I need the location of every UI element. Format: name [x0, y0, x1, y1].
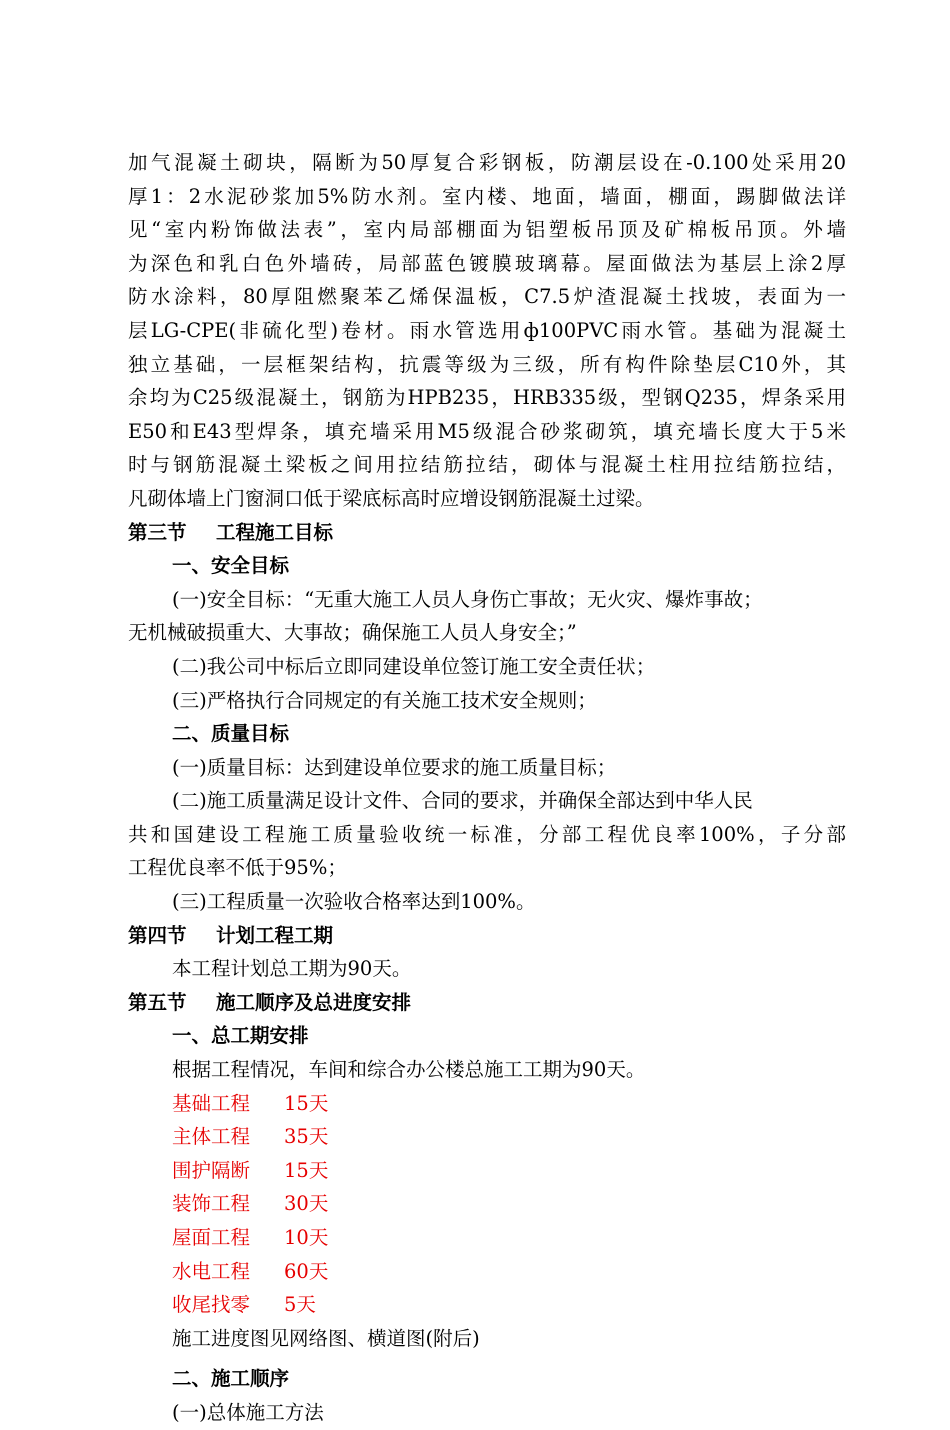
section-5-heading [128, 986, 846, 1020]
schedule-item-name: 围护隔断 [172, 1158, 251, 1182]
section-number: 第四节 [128, 923, 187, 947]
intro-line: 层LG-CPE(非硫化型)卷材。雨水管选用ф100PVC雨水管。基础为混凝土 [128, 318, 846, 342]
safety-item-2: (二)我公司中标后立即同建设单位签订施工安全责任状； [172, 654, 656, 678]
safety-item-1-line: 无机械破损重大、大事故；确保施工人员人身安全；” [128, 621, 577, 645]
section-3-heading [128, 516, 846, 550]
section-number: 第三节 [128, 520, 187, 544]
schedule-item-name: 基础工程 [172, 1091, 251, 1115]
section-title: 工程施工目标 [216, 520, 334, 544]
section-number: 第五节 [128, 990, 187, 1014]
spacer [128, 1355, 846, 1362]
safety-item-1-line: (一)安全目标：“无重大施工人员人身伤亡事故；无火灾、爆炸事故； [172, 587, 763, 611]
safety-item-1-cont [128, 616, 846, 650]
construction-order-heading: 二、施工顺序 [172, 1367, 290, 1391]
intro-line: 余均为C25级混凝土，钢筋为HPB235，HRB335级，型钢Q235，焊条采用 [128, 386, 846, 410]
schedule-item-days: 10天 [284, 1226, 329, 1249]
intro-line: 见“室内粉饰做法表”，室内局部棚面为铝塑板吊顶及矿棉板吊顶。外墙 [128, 218, 846, 242]
intro-line: E50和E43型焊条，填充墙采用M5级混合砂浆砌筑，填充墙长度大于5米 [128, 419, 846, 443]
total-period-heading: 一、总工期安排 [172, 1024, 309, 1048]
intro-line: 独立基础，一层框架结构，抗震等级为三级，所有构件除垫层C10外，其 [128, 352, 846, 376]
schedule-item-days: 60天 [284, 1259, 329, 1283]
safety-item-1 [128, 583, 846, 617]
section-title: 计划工程工期 [216, 923, 334, 947]
schedule-total-text: 本工程计划总工期为90天。 [172, 957, 412, 981]
schedule-item-name: 装饰工程 [172, 1192, 251, 1216]
schedule-item [128, 1221, 846, 1255]
quality-item-3: (三)工程质量一次验收合格率达到100%。 [172, 890, 536, 914]
intro-line: 时与钢筋混凝土梁板之间用拉结筋拉结，砌体与混凝土柱用拉结筋拉结， [128, 453, 846, 477]
chart-note: 施工进度图见网络图、横道图(附后) [172, 1326, 480, 1350]
schedule-item-days: 15天 [284, 1091, 329, 1115]
intro-paragraph [128, 146, 846, 516]
schedule-item [128, 1087, 846, 1121]
quality-item-2 [128, 784, 846, 818]
safety-item-3: (三)严格执行合同规定的有关施工技术安全规则； [172, 688, 597, 712]
schedule-item-name: 收尾找零 [172, 1293, 251, 1317]
quality-item-2-line: 工程优良率不低于95%； [128, 856, 347, 880]
schedule-item [128, 1154, 846, 1188]
quality-item-2-cont [128, 818, 846, 885]
quality-item-2-line: (二)施工质量满足设计文件、合同的要求，并确保全部达到中华人民 [172, 789, 753, 813]
schedule-item-days: 15天 [284, 1158, 329, 1182]
schedule-item [128, 1120, 846, 1154]
intro-line: 加气混凝土砌块，隔断为50厚复合彩钢板，防潮层设在-0.100处采用20 [128, 151, 846, 174]
schedule-item-name: 水电工程 [172, 1259, 251, 1283]
intro-line: 防水涂料，80厚阻燃聚苯乙烯保温板，C7.5炉渣混凝土找坡，表面为一 [128, 285, 846, 309]
schedule-item-name: 主体工程 [172, 1125, 251, 1149]
quality-heading: 二、质量目标 [172, 722, 290, 746]
overall-method-item: (一)总体施工方法 [172, 1400, 324, 1424]
section-title: 施工顺序及总进度安排 [216, 990, 412, 1014]
schedule-item-days: 35天 [284, 1125, 329, 1149]
document-body [128, 146, 846, 1430]
total-period-text: 根据工程情况，车间和综合办公楼总施工工期为90天。 [172, 1058, 646, 1082]
intro-line: 厚1：2水泥砂浆加5%防水剂。室内楼、地面，墙面，棚面，踢脚做法详 [128, 184, 846, 208]
quality-item-1: (一)质量目标：达到建设单位要求的施工质量目标； [172, 755, 617, 779]
schedule-item [128, 1187, 846, 1221]
schedule-item [128, 1288, 846, 1322]
intro-line: 凡砌体墙上门窗洞口低于梁底标高时应增设钢筋混凝土过梁。 [128, 486, 655, 510]
schedule-item-days: 30天 [284, 1192, 329, 1216]
section-4-heading [128, 919, 846, 953]
safety-heading: 一、安全目标 [172, 554, 290, 578]
quality-item-2-line: 共和国建设工程施工质量验收统一标准，分部工程优良率100%，子分部 [128, 822, 846, 846]
schedule-item [128, 1255, 846, 1289]
schedule-list [128, 1087, 846, 1322]
schedule-item-name: 屋面工程 [172, 1226, 251, 1249]
intro-line: 为深色和乳白色外墙砖，局部蓝色镀膜玻璃幕。屋面做法为基层上涂2厚 [128, 251, 846, 275]
schedule-item-days: 5天 [284, 1293, 316, 1317]
